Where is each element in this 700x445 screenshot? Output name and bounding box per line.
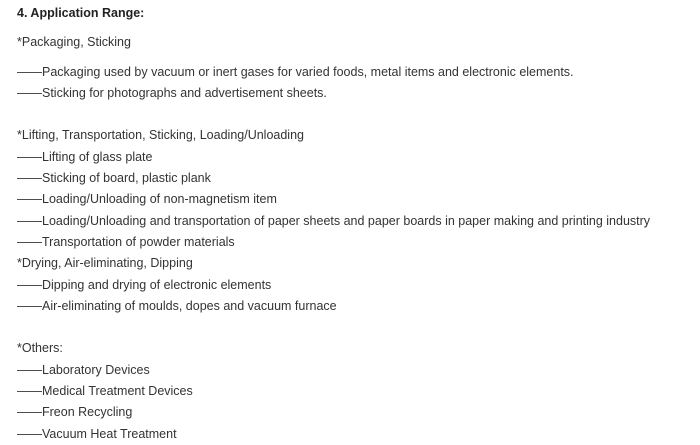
group-header-drying: *Drying, Air-eliminating, Dipping bbox=[17, 256, 193, 270]
list-item: ——Packaging used by vacuum or inert gases for varied foods, metal items and electronic elements. bbox=[17, 65, 574, 79]
list-item: ——Dipping and drying of electronic elements bbox=[17, 278, 272, 292]
group-header-others: *Others: bbox=[17, 341, 63, 355]
list-item: ——Sticking for photographs and advertisement sheets. bbox=[17, 86, 327, 100]
list-item: ——Freon Recycling bbox=[17, 405, 133, 419]
list-item: ——Laboratory Devices bbox=[17, 363, 150, 377]
list-item: ——Loading/Unloading and transportation of paper sheets and paper boards in paper making and printing industry bbox=[17, 214, 651, 228]
list-item: ——Sticking of board, plastic plank bbox=[17, 171, 211, 185]
group-header-packaging: *Packaging, Sticking bbox=[17, 35, 131, 49]
section-title: 4. Application Range: bbox=[17, 6, 145, 20]
list-item: ——Loading/Unloading of non-magnetism item bbox=[17, 192, 277, 206]
list-item: ——Air-eliminating of moulds, dopes and vacuum furnace bbox=[17, 299, 337, 313]
group-header-lifting: *Lifting, Transportation, Sticking, Loading/Unloading bbox=[17, 128, 304, 142]
list-item: ——Lifting of glass plate bbox=[17, 150, 153, 164]
list-item: ——Transportation of powder materials bbox=[17, 235, 235, 249]
list-item: ——Vacuum Heat Treatment bbox=[17, 427, 177, 441]
list-item: ——Medical Treatment Devices bbox=[17, 384, 193, 398]
